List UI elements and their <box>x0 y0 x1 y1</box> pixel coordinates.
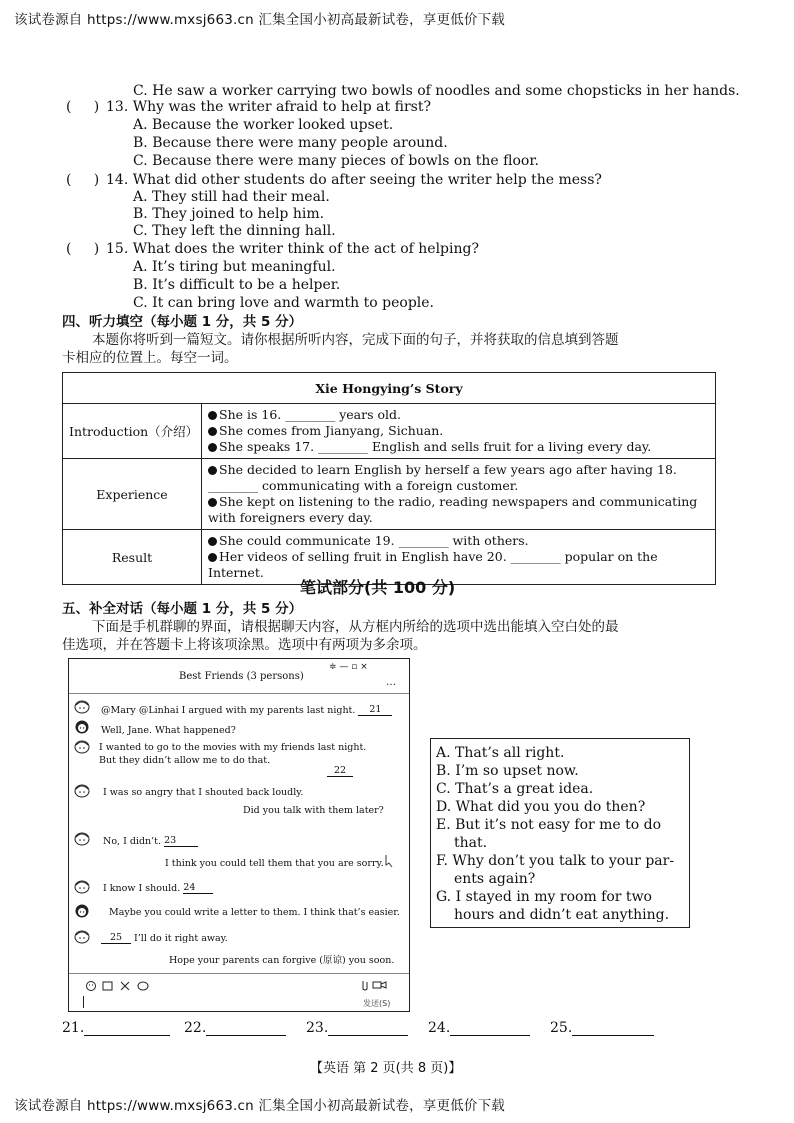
row-label-result: Result <box>63 530 202 585</box>
window-controls[interactable]: ≑ — ▫ × <box>329 662 368 672</box>
option-g: G. I stayed in my room for two hours and didn’t eat anything. <box>436 889 670 923</box>
avatar-jane-icon <box>73 783 91 798</box>
answer-paren: ( ) <box>66 99 100 115</box>
table-line: She is 16. ________ years old. <box>208 407 709 423</box>
q15-option-c: C. It can bring love and warmth to people. <box>133 295 435 311</box>
attach-video-icons[interactable] <box>359 979 389 991</box>
q12-option-c: C. He saw a worker carrying two bowls of noodles and some chopsticks in her hands. <box>133 83 740 99</box>
blank-23: 23 <box>164 835 198 847</box>
avatar-jane-icon <box>73 879 91 894</box>
blank-22: 22 <box>327 765 353 777</box>
chat-message: No, I didn’t. 23 <box>103 835 198 847</box>
source-banner-bottom: 该试卷源自 https://www.mxsj663.cn 汇集全国小初高最新试卷，享更低价下载 <box>14 1098 506 1114</box>
chat-message: But they didn’t allow me to do that. <box>99 755 271 766</box>
q14-option-c: C. They left the dinning hall. <box>133 223 336 239</box>
avatar-jane-icon <box>73 831 91 846</box>
chat-message: Did you talk with them later? <box>243 805 384 816</box>
more-icon[interactable]: … <box>386 677 397 688</box>
bullet-icon <box>208 411 217 420</box>
q14-option-a: A. They still had their meal. <box>133 189 330 205</box>
options-box <box>430 738 690 928</box>
listening-instructions-line1: 本题你将听到一篇短文。请你根据所听内容，完成下面的句子，并将获取的信息填到答题 <box>92 332 619 348</box>
answer-paren: ( ) <box>66 241 100 257</box>
q15-option-b: B. It’s difficult to be a helper. <box>133 277 341 293</box>
chat-message: Maybe you could write a letter to them. I think that’s easier. <box>109 907 400 918</box>
source-banner-top: 该试卷源自 https://www.mxsj663.cn 汇集全国小初高最新试卷，享更低价下载 <box>14 12 506 28</box>
bullet-icon <box>208 498 217 507</box>
table-line: She could communicate 19. ________ with others. <box>208 533 709 549</box>
chat-title: Best Friends (3 persons) <box>179 671 304 682</box>
q13-option-c: C. Because there were many pieces of bowls on the floor. <box>133 153 539 169</box>
dialogue-instructions-line1: 下面是手机群聊的界面，请根据聊天内容，从方框内所给的选项中选出能填入空白处的最 <box>92 619 619 635</box>
bullet-icon <box>208 466 217 475</box>
answer-paren: ( ) <box>66 172 100 188</box>
chat-message: Hope your parents can forgive (原谅) you soon. <box>169 955 395 966</box>
chat-input-area[interactable] <box>69 973 409 1012</box>
chat-message: I was so angry that I shouted back loudly. <box>103 787 304 798</box>
answer-blank-25: 25. <box>550 1020 654 1036</box>
listening-instructions-line2: 卡相应的位置上。每空一词。 <box>62 350 238 366</box>
listening-section-title: 四、听力填空（每小题 1 分，共 5 分） <box>62 314 303 330</box>
avatar-jane-icon <box>73 929 91 944</box>
blank-21: 21 <box>358 704 392 716</box>
story-table <box>62 372 716 585</box>
q15-option-a: A. It’s tiring but meaningful. <box>133 259 336 275</box>
experience-cell <box>202 459 716 530</box>
introduction-cell <box>202 404 716 459</box>
chat-toolbar-icons[interactable] <box>85 980 165 992</box>
written-part-title: 笔试部分(共 100 分) <box>300 578 456 597</box>
table-line: She comes from Jianyang, Sichuan. <box>208 423 709 439</box>
q14-option-b: B. They joined to help him. <box>133 206 325 222</box>
avatar-mary-icon <box>73 719 91 734</box>
bullet-icon <box>208 553 217 562</box>
row-label-introduction: Introduction（介绍） <box>63 404 202 459</box>
q13-option-a: A. Because the worker looked upset. <box>133 117 394 133</box>
table-line: She kept on listening to the radio, reading newspapers and communicating with foreigners every day. <box>208 494 698 525</box>
chat-header <box>69 659 409 694</box>
send-button[interactable]: 发送(S) <box>363 999 391 1008</box>
chat-message: Well, Jane. What happened? <box>101 725 236 736</box>
table-line: She decided to learn English by herself a few years ago after having 18. ________ communicating with a foreign customer. <box>208 462 677 493</box>
page-footer: 【英语 第 2 页(共 8 页)】 <box>310 1061 462 1076</box>
q14-stem: 14. What did other students do after seeing the writer help the mess? <box>106 172 602 188</box>
option-b: B. I’m so upset now. <box>436 763 579 779</box>
story-table-title: Xie Hongying’s Story <box>63 373 716 404</box>
avatar-jane-icon <box>73 739 91 754</box>
dialogue-section-title: 五、补全对话（每小题 1 分，共 5 分） <box>62 601 303 617</box>
blank-25: 25 <box>101 932 131 944</box>
bullet-icon <box>208 537 217 546</box>
q13-stem: 13. Why was the writer afraid to help at first? <box>106 99 431 115</box>
dialogue-instructions-line2: 佳选项，并在答题卡上将该项涂黑。选项中有两项为多余项。 <box>62 637 427 653</box>
blank-24: 24 <box>183 882 213 894</box>
cursor-icon <box>383 853 397 869</box>
option-c: C. That’s a great idea. <box>436 781 594 797</box>
q15-stem: 15. What does the writer think of the act of helping? <box>106 241 479 257</box>
table-line: She speaks 17. ________ English and sells fruit for a living every day. <box>208 439 709 455</box>
chat-message: I wanted to go to the movies with my friends last night. <box>99 742 367 753</box>
text-cursor <box>83 996 84 1008</box>
chat-message: @Mary @Linhai I argued with my parents last night. 21 <box>101 704 392 716</box>
option-a: A. That’s all right. <box>436 745 565 761</box>
table-line: Her videos of selling fruit in English have 20. ________ popular on the Internet. <box>208 549 658 580</box>
q13-option-b: B. Because there were many people around. <box>133 135 448 151</box>
chat-message: I know I should. 24 <box>103 882 213 894</box>
chat-message: 25 I’ll do it right away. <box>101 932 228 944</box>
avatar-jane-icon <box>73 699 91 714</box>
result-cell <box>202 530 716 585</box>
answer-blank-22: 22. <box>184 1020 286 1036</box>
answer-blank-21: 21. <box>62 1020 170 1036</box>
answer-blank-23: 23. <box>306 1020 408 1036</box>
option-e: E. But it’s not easy for me to do that. <box>436 817 662 851</box>
bullet-icon <box>208 443 217 452</box>
row-label-experience: Experience <box>63 459 202 530</box>
answer-blank-24: 24. <box>428 1020 530 1036</box>
bullet-icon <box>208 427 217 436</box>
chat-message: I think you could tell them that you are sorry. <box>165 858 384 869</box>
avatar-mary-icon <box>73 903 91 918</box>
option-f: F. Why don’t you talk to your par- ents again? <box>436 853 675 887</box>
option-d: D. What did you you do then? <box>436 799 646 815</box>
chat-window <box>68 658 410 1012</box>
